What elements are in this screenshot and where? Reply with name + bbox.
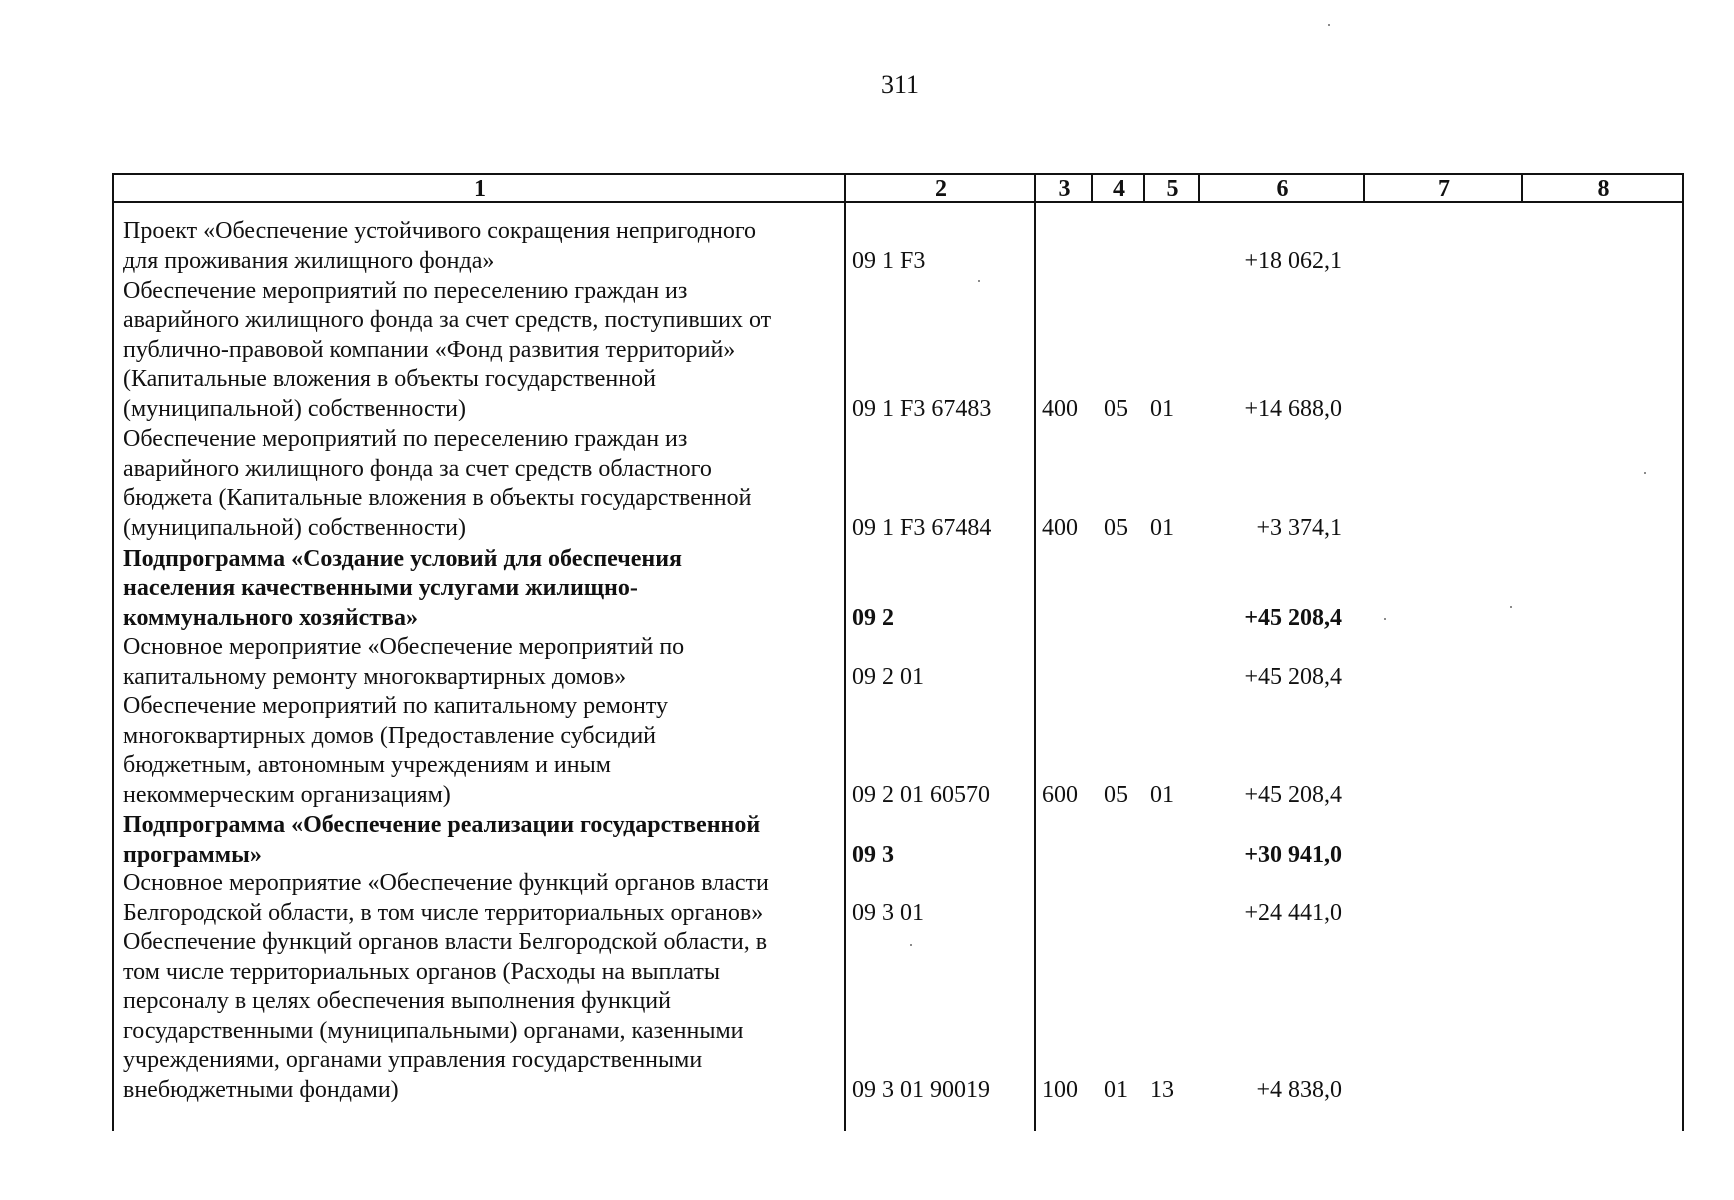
row-description: Обеспечение мероприятий по капитальному ремонту многоквартирных домов (Предоставление субсидий бюджетным, автономным учреждениям и иным некоммерческим организациям) xyxy=(123,693,668,808)
header-col-5: 5 xyxy=(1166,176,1179,202)
table-row xyxy=(112,633,1684,692)
row-amount: +45 208,4 xyxy=(1244,781,1342,808)
row-subsection: 01 xyxy=(1150,781,1174,808)
row-code: 09 2 01 60570 xyxy=(852,781,990,808)
row-code: 09 1 F3 xyxy=(852,247,926,274)
row-description: Обеспечение мероприятий по переселению граждан из аварийного жилищного фонда за счет средств областного бюджета (Капитальные вложения в объекты государственной (муниципальной) собственности) xyxy=(123,426,752,541)
header-col-2: 2 xyxy=(935,176,947,202)
scan-speck xyxy=(1644,472,1646,474)
row-description: Основное мероприятие «Обеспечение мероприятий по капитальному ремонту многоквартирных домов» xyxy=(123,634,685,690)
row-subsection: 01 xyxy=(1150,395,1174,422)
row-code: 09 3 01 xyxy=(852,899,924,926)
row-code: 09 1 F3 67484 xyxy=(852,514,992,541)
row-code: 09 3 xyxy=(852,841,894,868)
table-row xyxy=(112,424,1684,543)
row-amount: +14 688,0 xyxy=(1244,395,1342,422)
row-amount: +4 838,0 xyxy=(1256,1076,1342,1103)
header-col-6: 6 xyxy=(1276,176,1289,202)
row-code: 09 1 F3 67483 xyxy=(852,395,992,422)
table-row xyxy=(112,276,1684,424)
row-amount: +24 441,0 xyxy=(1244,899,1342,926)
row-expense-type: 600 xyxy=(1042,781,1078,808)
row-amount: +45 208,4 xyxy=(1244,663,1342,690)
row-description: Проект «Обеспечение устойчивого сокращения непригодного для проживания жилищного фонда» xyxy=(123,218,757,274)
scan-speck xyxy=(978,280,980,282)
row-amount: +30 941,0 xyxy=(1244,841,1342,868)
scan-speck xyxy=(1328,24,1330,26)
table-row xyxy=(112,217,1684,276)
scan-speck xyxy=(1384,618,1386,620)
page-number: 311 xyxy=(880,70,920,99)
row-code: 09 2 01 xyxy=(852,663,924,690)
row-amount: +18 062,1 xyxy=(1244,247,1342,274)
row-description: Основное мероприятие «Обеспечение функций органов власти Белгородской области, в том числе территориальных органов» xyxy=(123,870,769,926)
table-row xyxy=(112,928,1684,1105)
table-row-subprogram xyxy=(112,543,1684,633)
row-description: Обеспечение мероприятий по переселению граждан из аварийного жилищного фонда за счет средств, поступивших от публично-правовой компании «Фонд развития территорий» (Капитальные вложения в объекты государственной (муниципальной) собственности) xyxy=(123,277,772,422)
row-description: Обеспечение функций органов власти Белгородской области, в том числе территориальных органов (Расходы на выплаты персоналу в целях обеспечения выполнения функций государственными (муниципальными) органами, казенными учреждениями, органами управления государственными внебюджетными фондами) xyxy=(123,929,768,1103)
header-divider xyxy=(1034,173,1036,203)
scan-speck xyxy=(910,944,912,946)
row-section: 05 xyxy=(1104,395,1128,422)
budget-table xyxy=(112,173,1684,1103)
header-divider xyxy=(1091,173,1093,203)
header-col-4: 4 xyxy=(1113,176,1125,202)
header-divider xyxy=(1363,173,1365,203)
row-amount: +45 208,4 xyxy=(1244,604,1342,631)
row-code: 09 2 xyxy=(852,604,894,631)
row-section: 05 xyxy=(1104,781,1128,808)
row-expense-type: 100 xyxy=(1042,1076,1078,1103)
table-header-row xyxy=(112,173,1684,203)
header-divider xyxy=(844,173,846,203)
header-col-3: 3 xyxy=(1058,176,1071,202)
row-section: 05 xyxy=(1104,514,1128,541)
row-subsection: 13 xyxy=(1150,1076,1174,1103)
row-description: Подпрограмма «Обеспечение реализации государственной программы» xyxy=(123,812,761,868)
row-subsection: 01 xyxy=(1150,514,1174,541)
row-code: 09 3 01 90019 xyxy=(852,1076,990,1103)
row-amount: +3 374,1 xyxy=(1256,514,1342,541)
row-section: 01 xyxy=(1104,1076,1128,1103)
row-description: Подпрограмма «Создание условий для обеспечения населения качественными услугами жилищно- коммунального хозяйства» xyxy=(123,545,683,631)
header-col-8: 8 xyxy=(1597,176,1610,202)
table-row-subprogram xyxy=(112,810,1684,870)
header-divider xyxy=(1143,173,1145,203)
header-col-1: 1 xyxy=(474,176,486,202)
table-row xyxy=(112,870,1684,928)
header-divider xyxy=(1198,173,1200,203)
header-divider xyxy=(1521,173,1523,203)
table-row xyxy=(112,692,1684,810)
row-expense-type: 400 xyxy=(1042,514,1078,541)
row-expense-type: 400 xyxy=(1042,395,1078,422)
scan-speck xyxy=(1510,606,1512,608)
header-col-7: 7 xyxy=(1438,176,1450,202)
